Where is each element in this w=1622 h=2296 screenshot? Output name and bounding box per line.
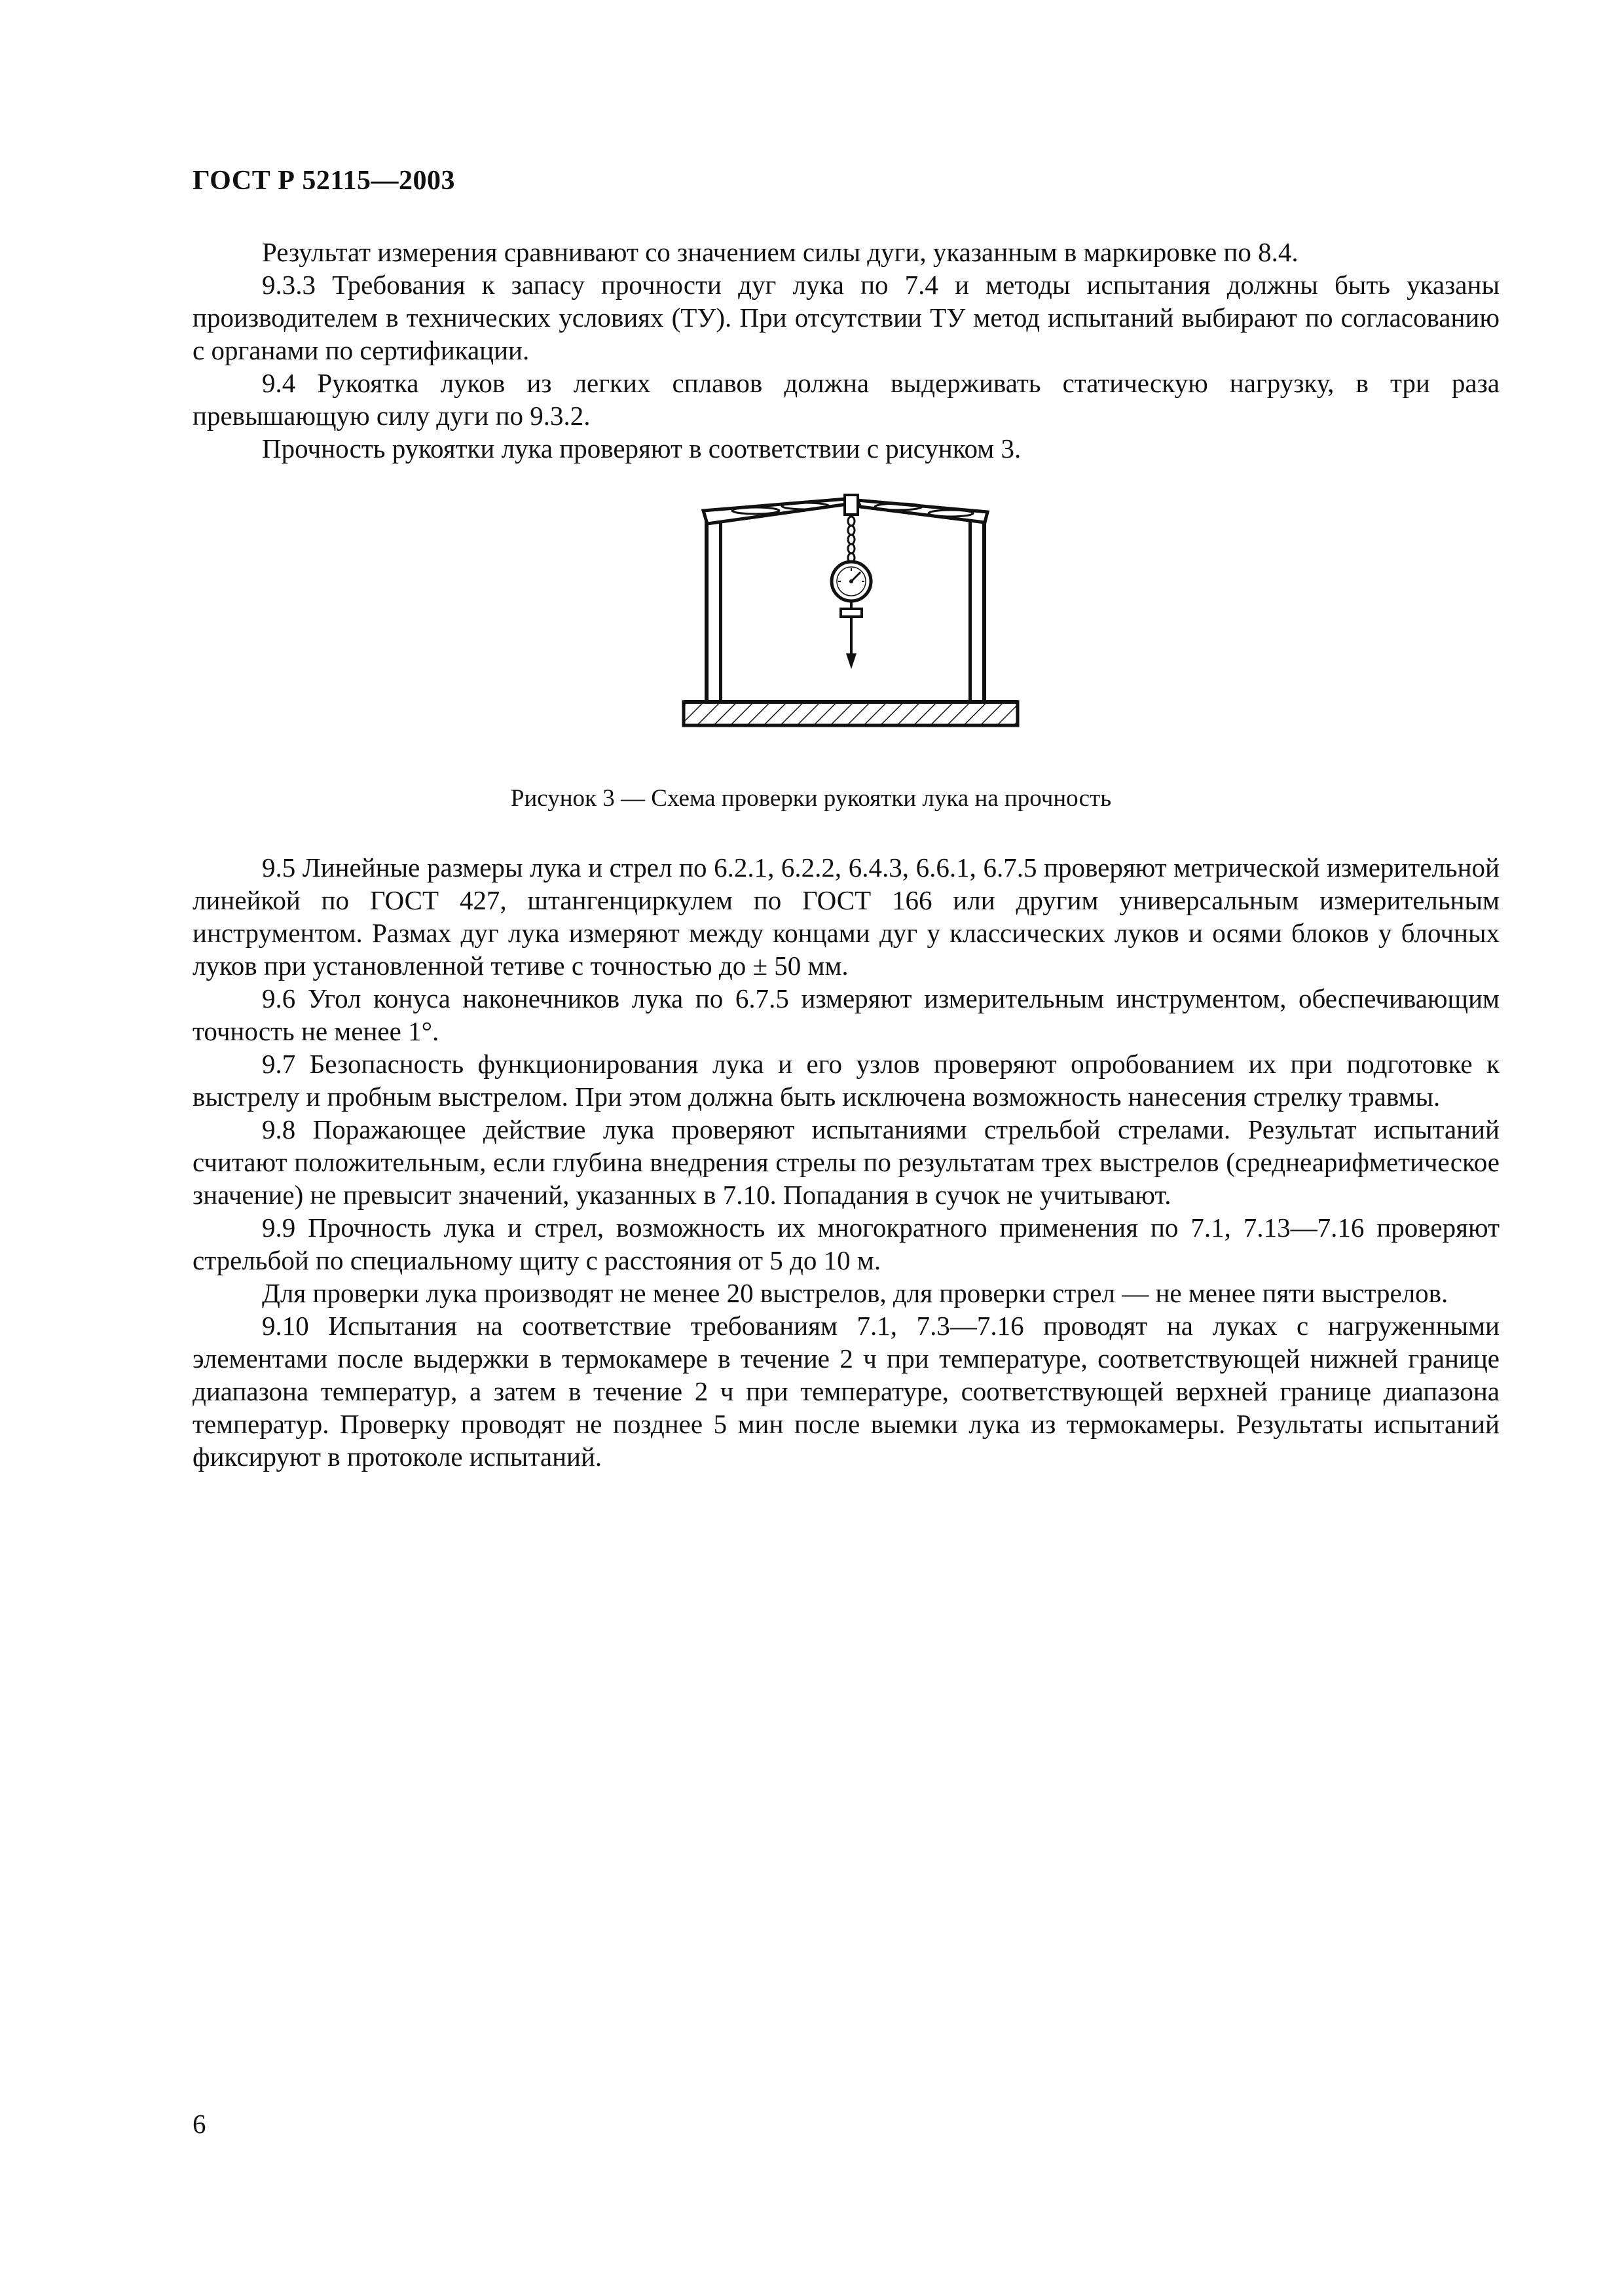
paragraph-9-9: 9.9 Прочность лука и стрел, возможность их многократного применения по 7.1, 7.13—7.16 проверяют стрельбой по специальному щиту с расстояния от 5 до 10 м.	[193, 1212, 1500, 1275]
paragraph-9-6: 9.6 Угол конуса наконечников лука по 6.7.5 измеряют измерительным инструментом, обеспечивающим точность не менее 1°.	[193, 983, 1500, 1046]
load-arrow-icon	[846, 653, 857, 669]
paragraph-9-10: 9.10 Испытания на соответствие требованиям 7.1, 7.3—7.16 проводят на луках с нагруженными элементами после выдержки в термокамере в течение 2 ч при температуре, соответствующей нижней границе диапазона температур, а затем в течение 2 ч при температуре, соответствующей верхней границе диапазона температур. Проверку проводят не позднее 5 мин после выемки лука из термокамеры. Результаты испытаний фиксируют в протоколе испытаний.	[193, 1311, 1500, 1472]
paragraph-9-4: 9.4 Рукоятка луков из легких сплавов должна выдерживать статическую нагрузку, в три раза превышающую силу дуги по 9.3.2.	[193, 368, 1500, 431]
paragraph-9-5: 9.5 Линейные размеры лука и стрел по 6.2.1, 6.2.2, 6.4.3, 6.6.1, 6.7.5 проверяют метрической измерительной линейкой по ГОСТ 427, штангенциркулем по ГОСТ 166 или другим универсальным измерительным инструментом. Размах дуг лука измеряют между концами дуг у классических луков и осями блоков у блочных луков при установленной тетиве с точностью до ± 50 мм.	[193, 852, 1500, 981]
paragraph-9-7: 9.7 Безопасность функционирования лука и его узлов проверяют опробованием их при подготовке к выстрелу и пробным выстрелом. При этом должна быть исключена возможность нанесения стрелку травмы.	[193, 1049, 1500, 1112]
figure-caption: Рисунок 3 — Схема проверки рукоятки лука на прочность	[510, 785, 1112, 812]
chain	[848, 517, 855, 562]
load-hook	[841, 601, 862, 669]
left-handle-arm	[703, 499, 847, 524]
paragraph-shots-count: Для проверки лука производят не менее 20 выстрелов, для проверки стрел — не менее пяти выстрелов.	[262, 1278, 1448, 1308]
paragraph-9-3-3: 9.3.3 Требования к запасу прочности дуг лука по 7.4 и методы испытания должны быть указаны производителем в технических условиях (ТУ). При отсутствии ТУ метод испытаний выбирают по согласованию с органами по сертификации.	[193, 270, 1500, 365]
paragraph-9-8: 9.8 Поражающее действие лука проверяют испытаниями стрельбой стрелами. Результат испытаний считают положительным, если глубина внедрения стрелы по результатам трех выстрелов (среднеарифметическое значение) не превысит значений, указанных в 7.10. Попадания в сучок не учитывают.	[193, 1114, 1500, 1210]
left-post	[705, 519, 722, 702]
bottom-text-block	[193, 851, 1500, 1473]
base-plate	[684, 702, 1018, 725]
top-text-block	[193, 236, 1500, 465]
paragraph-handle-strength: Прочность рукоятки лука проверяют в соответствии с рисунком 3.	[262, 433, 1022, 464]
right-handle-arm	[857, 500, 987, 522]
handle-strength-test-diagram	[671, 484, 1031, 759]
document-header: ГОСТ Р 52115—2003	[193, 166, 456, 196]
dynamometer-icon	[832, 562, 871, 601]
pivot-block	[845, 495, 858, 515]
page-number: 6	[193, 2109, 206, 2139]
right-post	[968, 516, 986, 702]
paragraph-measurement-result: Результат измерения сравнивают со значением силы дуги, указанным в маркировке по 8.4.	[262, 237, 1299, 267]
